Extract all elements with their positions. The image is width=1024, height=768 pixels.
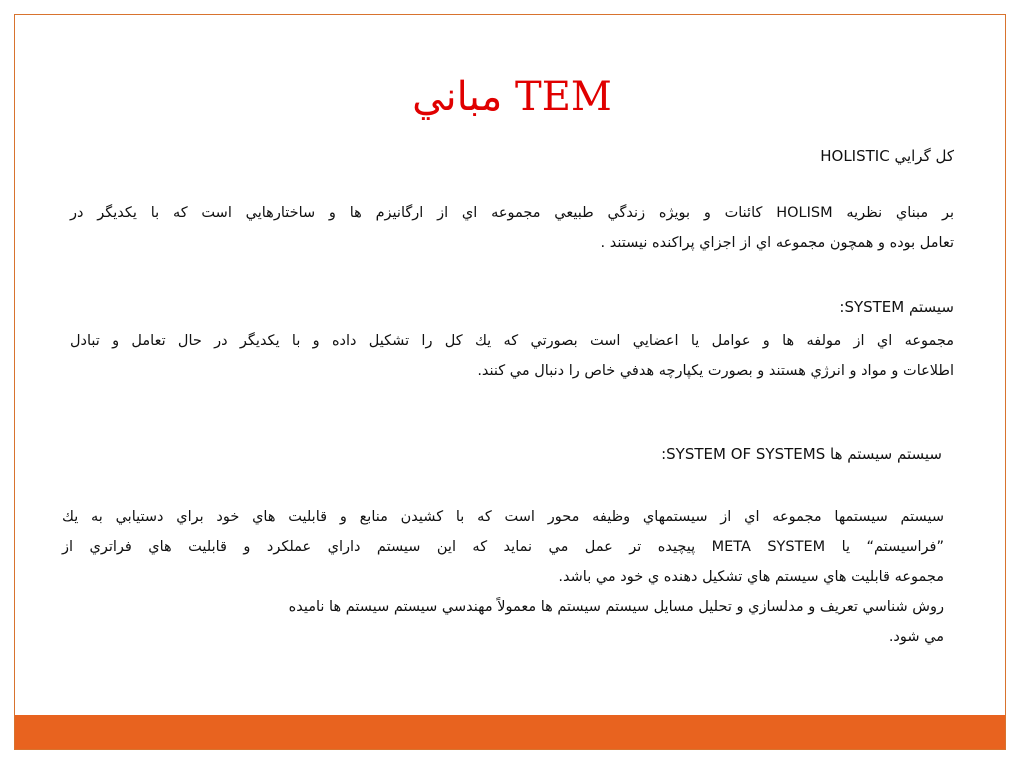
system-line-2: اطلاعات و مواد و انرژي هستند و بصورت يكپارچه هدفي خاص را دنبال مي كنند. xyxy=(477,363,954,379)
sos-paragraph xyxy=(62,502,944,652)
sos-line-2: ”فراسيستم“ يا META SYSTEM پيچيده تر عمل مي نمايد كه اين سيستم داراي عملكرد و قابليت هاي فراتري از xyxy=(62,539,944,555)
system-line-1: مجموعه اي از مولفه ها و عوامل يا اعضايي است بصورتي كه يك كل را تشكيل داده و با يكديگر در حال تعامل و تبادل xyxy=(70,333,954,349)
sos-line-4: روش شناسي تعريف و مدلسازي و تحليل مسايل سيستم سيستم ها معمولاً مهندسي سيستم سيستم ها ناميده xyxy=(288,599,944,615)
slide-title: مباني TEM xyxy=(412,74,612,120)
sos-line-3: مجموعه قابليت هاي سيستم هاي تشكيل دهنده ي خود مي باشد. xyxy=(558,569,944,585)
system-paragraph xyxy=(70,326,954,386)
holism-line-1: بر مبناي نظريه HOLISM كائنات و بويژه زندگي طبيعي مجموعه اي از ارگانيزم ها و ساختارهايي است كه با يكديگر در xyxy=(70,205,954,221)
accent-bar xyxy=(15,715,1005,749)
holistic-heading: كل گرايي HOLISTIC xyxy=(820,147,954,165)
holism-line-2: تعامل بوده و همچون مجموعه اي از اجزاي پراكنده نيستند . xyxy=(600,235,954,251)
system-heading: سيستم SYSTEM: xyxy=(839,298,954,316)
holism-paragraph xyxy=(70,198,954,258)
sos-line-1: سيستم سيستمها مجموعه اي از سيستمهاي وظيفه محور است كه با كشيدن منابع و قابليت هاي خود براي دستيابي به يك xyxy=(62,509,944,525)
sos-line-5: مي شود. xyxy=(888,629,944,645)
sos-heading: سيستم سيستم ها SYSTEM OF SYSTEMS: xyxy=(661,445,942,463)
